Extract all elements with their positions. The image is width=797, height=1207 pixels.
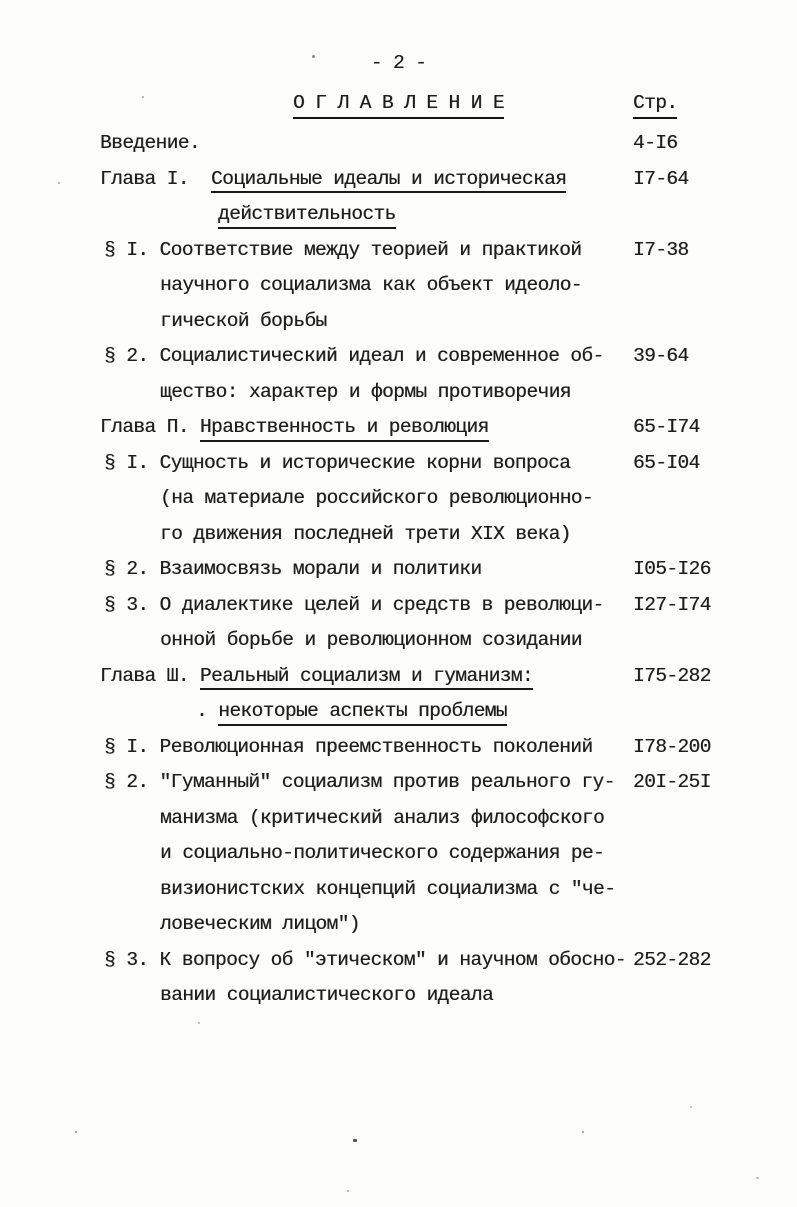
toc-text: § I. Соответствие между теорией и практикой xyxy=(104,238,582,261)
toc-line xyxy=(0,736,797,766)
toc-page-range: 65-I04 xyxy=(633,451,700,474)
toc-text: гической борьбы xyxy=(160,309,327,332)
toc-text: щество: характер и формы противоречия xyxy=(160,380,571,403)
toc-text: действительность xyxy=(218,203,396,225)
scan-speck xyxy=(312,55,315,58)
scan-speck xyxy=(75,1131,77,1133)
toc-line xyxy=(0,168,797,198)
toc-text: манизма (критический анализ философского xyxy=(160,806,605,829)
toc-page-range: I75-282 xyxy=(633,664,711,687)
toc-page-range: I27-I74 xyxy=(633,593,711,616)
toc-page-range: 4-I6 xyxy=(633,132,678,154)
toc-line xyxy=(0,203,797,233)
page-number: - 2 - xyxy=(370,52,427,74)
scan-speck xyxy=(353,1139,357,1142)
toc-line xyxy=(0,629,797,659)
toc-line xyxy=(0,487,797,517)
toc-text: Глава I. Социальные идеалы и историческая xyxy=(100,168,566,190)
toc-text: § I. Революционная преемственность поколений xyxy=(104,735,593,758)
toc-text: Введение. xyxy=(100,132,200,154)
toc-page-range: I7-64 xyxy=(633,167,689,190)
toc-line xyxy=(0,984,797,1014)
toc-text: § 3. О диалектике целей и средств в революци- xyxy=(104,593,604,616)
toc-line xyxy=(0,807,797,837)
toc-line xyxy=(0,771,797,801)
scan-speck xyxy=(142,96,144,98)
toc-page-range: 20I-25I xyxy=(633,771,711,793)
scan-speck xyxy=(756,1177,759,1179)
toc-page-range: 65-I74 xyxy=(633,416,700,438)
toc-text: § 3. К вопросу об "этическом" и научном обосно- xyxy=(104,948,626,971)
toc-line xyxy=(0,345,797,375)
toc-page-range: I7-38 xyxy=(633,238,689,261)
scan-speck xyxy=(198,1022,200,1024)
scan-speck xyxy=(690,1106,692,1108)
toc-text: § 2. Социалистический идеал и современное об- xyxy=(104,345,604,367)
scan-speck xyxy=(582,1131,584,1133)
header-row xyxy=(0,92,797,122)
scan-speck xyxy=(347,1190,349,1192)
toc-text: (на материале российского революционно- xyxy=(160,487,593,509)
toc-page-range: 39-64 xyxy=(633,345,689,367)
toc-line xyxy=(0,913,797,943)
toc-text: . некоторые аспекты проблемы xyxy=(196,700,507,722)
toc-line xyxy=(0,665,797,695)
toc-text: Глава П. Нравственность и революция xyxy=(100,416,489,438)
toc-text: § 2. "Гуманный" социализм против реального гу- xyxy=(104,771,615,793)
toc-text: онной борьбе и революционном созидании xyxy=(160,629,582,651)
toc-text: и социально-политического содержания ре- xyxy=(160,842,605,864)
toc-text: Глава Ш. Реальный социализм и гуманизм: xyxy=(100,665,533,687)
toc-line xyxy=(0,381,797,411)
toc-line xyxy=(0,949,797,979)
toc-line xyxy=(0,523,797,553)
toc-text: го движения последней трети XIX века) xyxy=(160,522,571,545)
toc-text: вании социалистического идеала xyxy=(160,984,494,1006)
toc-line xyxy=(0,416,797,446)
toc-line xyxy=(0,878,797,908)
scan-speck xyxy=(58,182,60,184)
toc-line xyxy=(0,132,797,162)
toc-line xyxy=(0,452,797,482)
toc-text: научного социализма как объект идеоло- xyxy=(160,274,582,296)
pages-column-header: Стр. xyxy=(633,92,677,119)
toc-line xyxy=(0,310,797,340)
toc-text: визионистских концепций социализма с "че- xyxy=(160,877,616,900)
toc-page-range: I05-I26 xyxy=(633,558,711,580)
toc-line xyxy=(0,274,797,304)
toc-text: § 2. Взаимосвязь морали и политики xyxy=(104,558,482,580)
toc-page-range: I78-200 xyxy=(633,735,711,758)
toc-title: О Г Л А В Л Е Н И Е xyxy=(293,92,504,119)
toc-line xyxy=(0,700,797,730)
toc-line xyxy=(0,558,797,588)
toc-line xyxy=(0,594,797,624)
toc-text: ловеческим лицом") xyxy=(160,913,360,935)
toc-line xyxy=(0,842,797,872)
toc-page-range: 252-282 xyxy=(633,948,711,971)
toc-line xyxy=(0,239,797,269)
toc-text: § I. Сущность и исторические корни вопроса xyxy=(104,451,571,474)
